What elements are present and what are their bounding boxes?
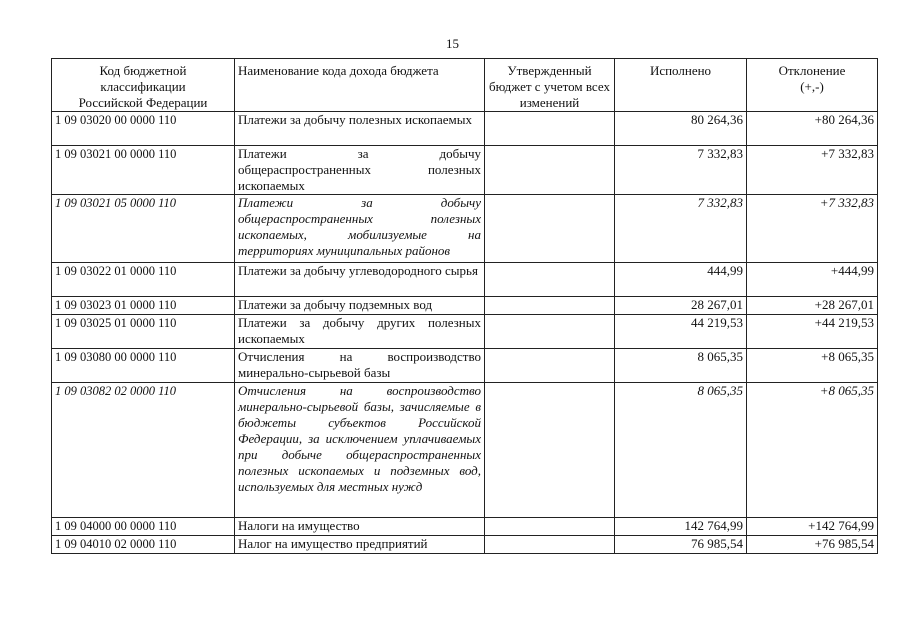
row-approved (485, 146, 615, 195)
row-deviation: +28 267,01 (747, 297, 878, 315)
row-code: 1 09 03020 00 0000 110 (52, 112, 235, 146)
row-deviation: +142 764,99 (747, 518, 878, 536)
page-number: 15 (446, 36, 459, 51)
row-name: Платежи за добычу общераспространенных полезных ископаемых, мобилизуемые на территориях муниципальных районов (235, 195, 485, 263)
row-name: Налог на имущество предприятий (235, 536, 485, 554)
row-approved (485, 195, 615, 263)
row-approved (485, 536, 615, 554)
row-executed: 8 065,35 (615, 349, 747, 383)
table-row (52, 195, 878, 263)
header-deviation: Отклонение (+,-) (747, 59, 878, 112)
header-code: Код бюджетной классификации Российской Федерации (52, 59, 235, 112)
row-deviation: +8 065,35 (747, 349, 878, 383)
row-executed: 8 065,35 (615, 383, 747, 518)
header-approved: Утвержденный бюджет с учетом всех изменений (485, 59, 615, 112)
table-row (52, 112, 878, 146)
row-approved (485, 297, 615, 315)
row-code: 1 09 03021 05 0000 110 (52, 195, 235, 263)
row-deviation: +76 985,54 (747, 536, 878, 554)
row-executed: 44 219,53 (615, 315, 747, 349)
row-code: 1 09 04010 02 0000 110 (52, 536, 235, 554)
row-code: 1 09 03080 00 0000 110 (52, 349, 235, 383)
row-name: Платежи за добычу подземных вод (235, 297, 485, 315)
row-deviation: +7 332,83 (747, 195, 878, 263)
row-approved (485, 349, 615, 383)
row-executed: 142 764,99 (615, 518, 747, 536)
row-approved (485, 263, 615, 297)
row-name: Отчисления на воспроизводство минерально-сырьевой базы, зачисляемые в бюджеты субъектов Российской Федерации, за исключением уплачиваемых при добыче общераспространенных полезных ископаемых и подземных вод, используемых для местных нужд (235, 383, 485, 518)
row-approved (485, 315, 615, 349)
row-name: Отчисления на воспроизводство минерально-сырьевой базы (235, 349, 485, 383)
table-row (52, 146, 878, 195)
row-executed: 444,99 (615, 263, 747, 297)
table-header-row (52, 59, 878, 112)
row-code: 1 09 03023 01 0000 110 (52, 297, 235, 315)
row-executed: 7 332,83 (615, 146, 747, 195)
row-name: Платежи за добычу общераспространенных полезных ископаемых (235, 146, 485, 195)
row-code: 1 09 03082 02 0000 110 (52, 383, 235, 518)
table-row (52, 536, 878, 554)
header-executed: Исполнено (615, 59, 747, 112)
row-code: 1 09 03025 01 0000 110 (52, 315, 235, 349)
row-executed: 7 332,83 (615, 195, 747, 263)
row-deviation: +44 219,53 (747, 315, 878, 349)
header-name: Наименование кода дохода бюджета (235, 59, 485, 112)
row-deviation: +7 332,83 (747, 146, 878, 195)
row-executed: 80 264,36 (615, 112, 747, 146)
row-name: Платежи за добычу полезных ископаемых (235, 112, 485, 146)
row-code: 1 09 04000 00 0000 110 (52, 518, 235, 536)
budget-revenue-table (51, 58, 878, 554)
row-deviation: +80 264,36 (747, 112, 878, 146)
table-row (52, 297, 878, 315)
row-executed: 76 985,54 (615, 536, 747, 554)
table-row (52, 383, 878, 518)
row-code: 1 09 03021 00 0000 110 (52, 146, 235, 195)
row-deviation: +8 065,35 (747, 383, 878, 518)
table-row (52, 518, 878, 536)
row-code: 1 09 03022 01 0000 110 (52, 263, 235, 297)
row-approved (485, 112, 615, 146)
row-approved (485, 518, 615, 536)
table-row (52, 315, 878, 349)
row-name: Налоги на имущество (235, 518, 485, 536)
table-row (52, 263, 878, 297)
row-name: Платежи за добычу других полезных ископаемых (235, 315, 485, 349)
row-executed: 28 267,01 (615, 297, 747, 315)
row-name: Платежи за добычу углеводородного сырья (235, 263, 485, 297)
row-deviation: +444,99 (747, 263, 878, 297)
table-row (52, 349, 878, 383)
row-approved (485, 383, 615, 518)
